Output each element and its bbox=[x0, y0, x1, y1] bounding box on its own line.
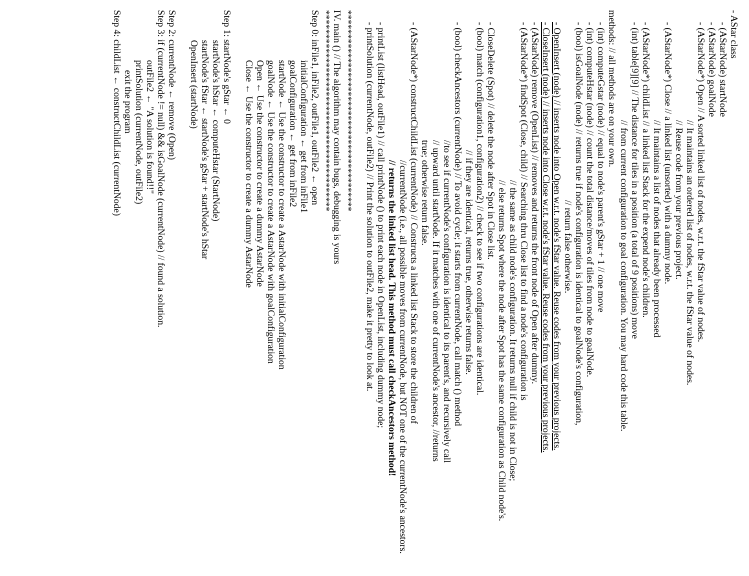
document-line: goalNode ← Use the constructor to create a AstarNode with goalConfiguration bbox=[265, 60, 276, 364]
document-line: IV. main () // The algorithm may contain bugs, debugging is yours bbox=[331, 10, 342, 265]
document-line: - (AStarNode*) childList // a linked list Stack for the expend node's children. bbox=[640, 22, 651, 318]
document-line: OpenInsert (startNode) bbox=[188, 40, 199, 129]
document-line: - (AStarNode) goalNode bbox=[706, 22, 717, 117]
document-line: goalConfiguration ← get from inFile2 bbox=[287, 60, 298, 208]
document-line: ****************************************** bbox=[320, 10, 331, 212]
document-line: exit the program bbox=[122, 70, 133, 134]
document-line: - printList (listHead, outFile1) // call printNode () to print each node in OpenList, including dummy node; bbox=[375, 22, 386, 429]
document-line: // returns the linked list head. This method must call checkAncestors method! bbox=[386, 160, 397, 477]
document-line: //to see if currentNode's configuration is identical to its parent's, and recursively call bbox=[441, 140, 452, 463]
document-line: Step 3: if (currentNode != null) && isGoalNode (currentNode) // found a solution. bbox=[155, 10, 166, 328]
document-line: // Reuse code from your previous project. bbox=[673, 120, 684, 280]
document-line: // if they are identical, returns true, otherwise returns false. bbox=[463, 150, 474, 375]
document-line: - printSolution (currentNode, outFile2) // Print the solution to outFile2, make it pretty to look at. bbox=[364, 22, 375, 392]
document-line: printSolution (currentNode, outFile2) bbox=[133, 60, 144, 205]
document-line: // from current configuration to goal configuration. You may hard code this table. bbox=[618, 120, 629, 432]
document-line: initialConfiguration ← get from inFile1 bbox=[298, 60, 309, 213]
document-line: - CloseDelete (Spot) // delete the node after Spot in Close list. bbox=[485, 22, 496, 260]
document-line: startNode's hStar ← computeHstar (StartNode) bbox=[210, 40, 221, 222]
document-line: - (int) computeGstar (node) // equal to node's parent's gStar + 1 // one move bbox=[595, 22, 606, 313]
document-line: - CloseInsert (node) // inserts node into Close w.r.t. node's fStar value. Reuse codes from your previous projects. bbox=[540, 22, 551, 453]
document-line: startNode ← Use the constructor to create a AstarNode with initialConfiguration bbox=[276, 60, 287, 370]
document-line: Step 2: currentNode ← remove (Open) bbox=[166, 10, 177, 160]
document-line: - (AStarNode*) Open // A sorted linked list of nodes, w.r.t. the fStar value of nodes. bbox=[695, 22, 706, 343]
document-line: ****************************************** bbox=[342, 10, 353, 212]
document-line: true; otherwise return false. bbox=[419, 140, 430, 246]
document-line: // upward until startNode. If it matches with one of currentNode's ancestor, //returns bbox=[430, 140, 441, 462]
document-line: - (int) table[9][9] // The distance for tiles in a position (a total of 9 positions) move bbox=[629, 22, 640, 339]
document-line: Step 4: childList ← constructChildList (currentNode) bbox=[111, 10, 122, 216]
document-line: - (AStarNode*) Close // a linked list (unsorted) with a dummy node. bbox=[662, 22, 673, 285]
document-line: Close ← Use the constructor to create a dummy AstarNode bbox=[243, 60, 254, 288]
document-line: Step 1: startNode's gStar ← 0 bbox=[221, 10, 232, 124]
document-line: // It maintains a list of nodes that already been processed bbox=[651, 120, 662, 338]
document-line: - (AStarNode) startNode bbox=[717, 22, 728, 117]
document-line: - OpenInsert (node) // inserts node into Open w.r.t. node's fStar value. Reuse codes from your previous projects. bbox=[551, 22, 562, 451]
document-line: Open ← Use the constructor to create a dummy AstarNode bbox=[254, 60, 265, 287]
document-line: - (int) computeHstar (node) // count the total distance/moves of tiles from node to goalNode. bbox=[584, 22, 595, 378]
document-line: - (bool) checkAncestors (currentNode) // To avoid cycle; it starts from currentNode, call match () method bbox=[452, 22, 463, 427]
document-line: - (bool) match (configuration1, configuration2) // check to see if two configurations are identical. bbox=[474, 22, 485, 396]
document-line: outFile2 ← "A solution is found!!" bbox=[144, 60, 155, 194]
document-line: - (bool) isGoalNode (node) // returns true if node's configuration is identical to goalNode's configuration, bbox=[573, 22, 584, 426]
document-line: - (AStarNode) remove (OpenList) // removes and returns the front node of Open after dummy. bbox=[529, 22, 540, 384]
document-line: // It maintains an ordered list of nodes, w.r.t. the fStar value of nodes. bbox=[684, 120, 695, 386]
document-line: - AStar class bbox=[728, 10, 739, 59]
document-line: // the same as child node's configuration. It returns null if child is not in Close; bbox=[507, 180, 518, 482]
document-line: Step 0: inFile1, inFile2, outFile1, outFile2 ← open bbox=[309, 10, 320, 206]
document-line: // return false otherwise. bbox=[562, 200, 573, 294]
document-line: - (AStarNode*) findSpot (Close, child) // Searching thru Close list to find a node's configuration is bbox=[518, 22, 529, 401]
document-line: methods: // all methods are on your own. bbox=[606, 10, 617, 168]
document-line: // else returns Spot where the node after Spot has the same configuration as Child node's. bbox=[496, 180, 507, 522]
document-line: - (AStarNode*) constructChildList (currentNode) // Constructs a linked list Stack to store the children of bbox=[408, 22, 419, 424]
document-line: //currentNode (i.e., all possible moves from currentNode, but NOT one of the currentNode's ancestors. bbox=[397, 160, 408, 554]
document-line: startNode's fStar ← startNode's gStar + startNode's hStar bbox=[199, 40, 210, 260]
